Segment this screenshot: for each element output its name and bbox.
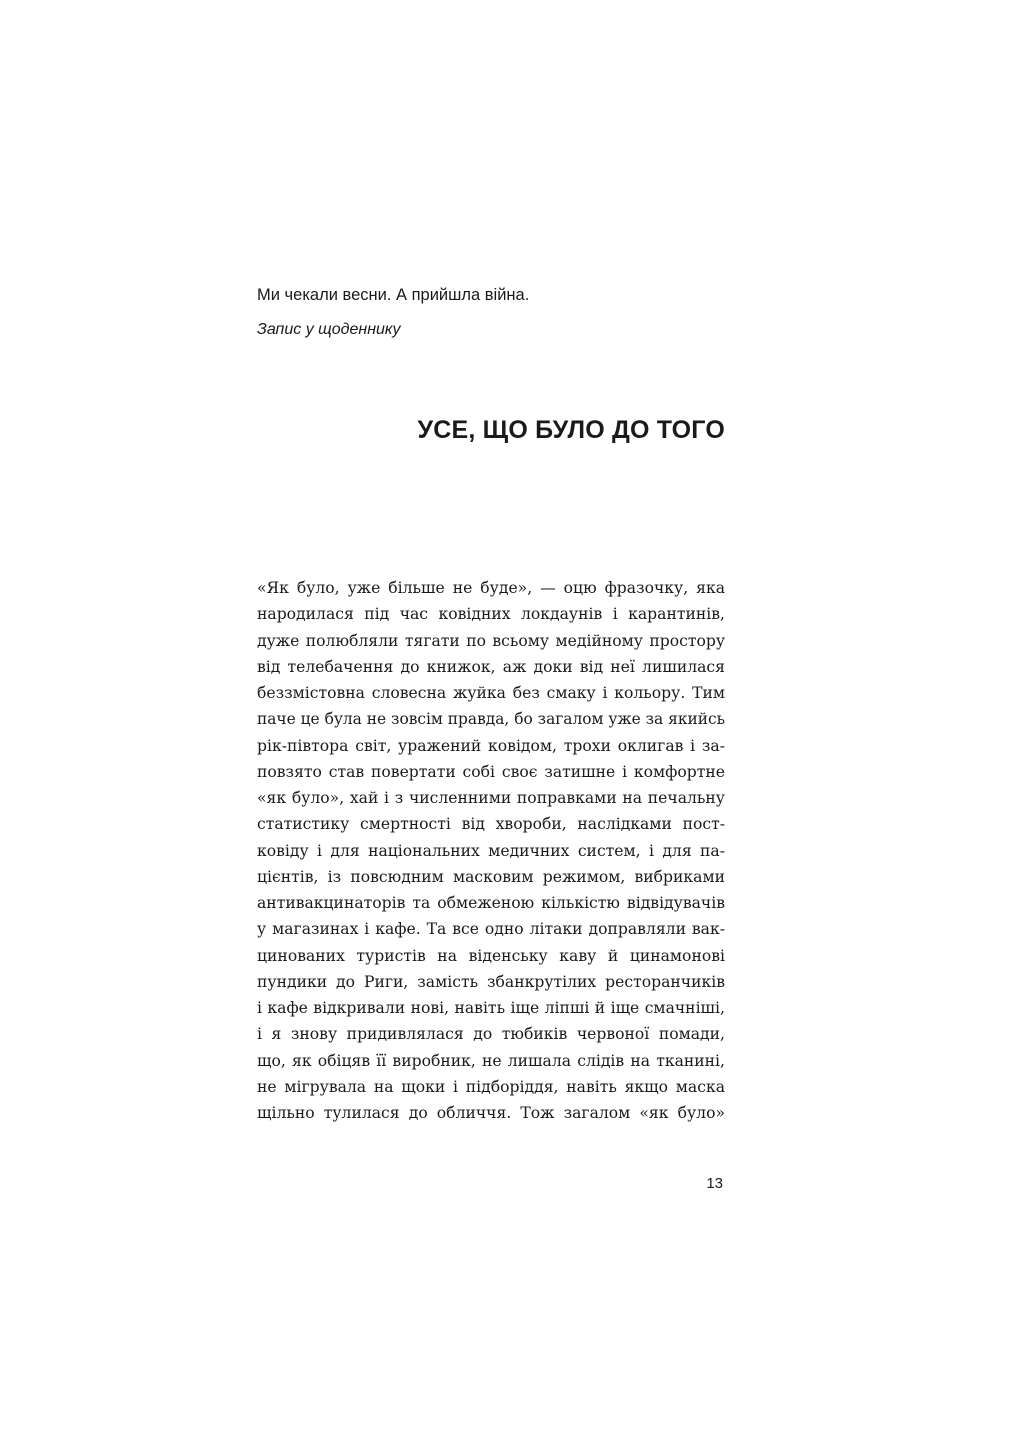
body-line: антивакцинаторів та обмеженою кількістю відвідувачів xyxy=(257,894,725,912)
body-line: паче це була не зовсім правда, бо загалом уже за якийсь xyxy=(257,710,725,729)
page-number: 13 xyxy=(706,1175,723,1192)
body-line: у магазинах і кафе. Та все одно літаки доправляли вак- xyxy=(257,920,725,939)
body-text xyxy=(257,575,725,1126)
epigraph-source: Запис у щоденнику xyxy=(257,321,401,338)
body-line: щільно тулилася до обличчя. Тож загалом «як було» xyxy=(257,1104,725,1122)
body-line: беззмістовна словесна жуйка без смаку і кольору. Тим xyxy=(257,684,725,702)
body-line: «Як було, уже більше не буде», — оцю фразочку, яка xyxy=(257,579,725,597)
body-line: цинованих туристів на віденську каву й цинамонові xyxy=(257,946,725,965)
body-line: що, як обіцяв її виробник, не лишала слідів на тканині, xyxy=(257,1051,725,1070)
body-line: дуже полюбляли тягати по всьому медійному простору xyxy=(257,631,725,650)
body-line: від телебачення до книжок, аж доки від неї лишилася xyxy=(257,657,725,676)
epigraph-text: Ми чекали весни. А прийшла війна. xyxy=(257,286,530,304)
body-line: пундики до Риги, замість збанкрутілих ресторанчиків xyxy=(257,972,725,991)
body-line: «як було», хай і з численними поправками на печальну xyxy=(257,789,725,807)
body-line: цієнтів, із повсюдним масковим режимом, вибриками xyxy=(257,867,725,886)
chapter-title: УСЕ, ЩО БУЛО ДО ТОГО xyxy=(417,416,725,444)
body-line: народилася під час ковідних локдаунів і карантинів, xyxy=(257,605,725,624)
body-line: і я знову придивлялася до тюбиків червоної помади, xyxy=(257,1025,725,1044)
body-line: статистику смертності від хвороби, наслідками пост- xyxy=(257,815,725,834)
body-line: і кафе відкривали нові, навіть іще ліпші й іще смачніші, xyxy=(257,999,725,1017)
body-line: повзято став повертати собі своє затишне і комфортне xyxy=(257,762,725,781)
body-line: рік-півтора світ, уражений ковідом, трохи оклигав і за- xyxy=(257,736,725,755)
epigraph xyxy=(257,284,727,341)
body-line: ковіду і для національних медичних систем, і для па- xyxy=(257,841,725,860)
body-line: не мігрувала на щоки і підборіддя, навіть якщо маска xyxy=(257,1077,725,1096)
